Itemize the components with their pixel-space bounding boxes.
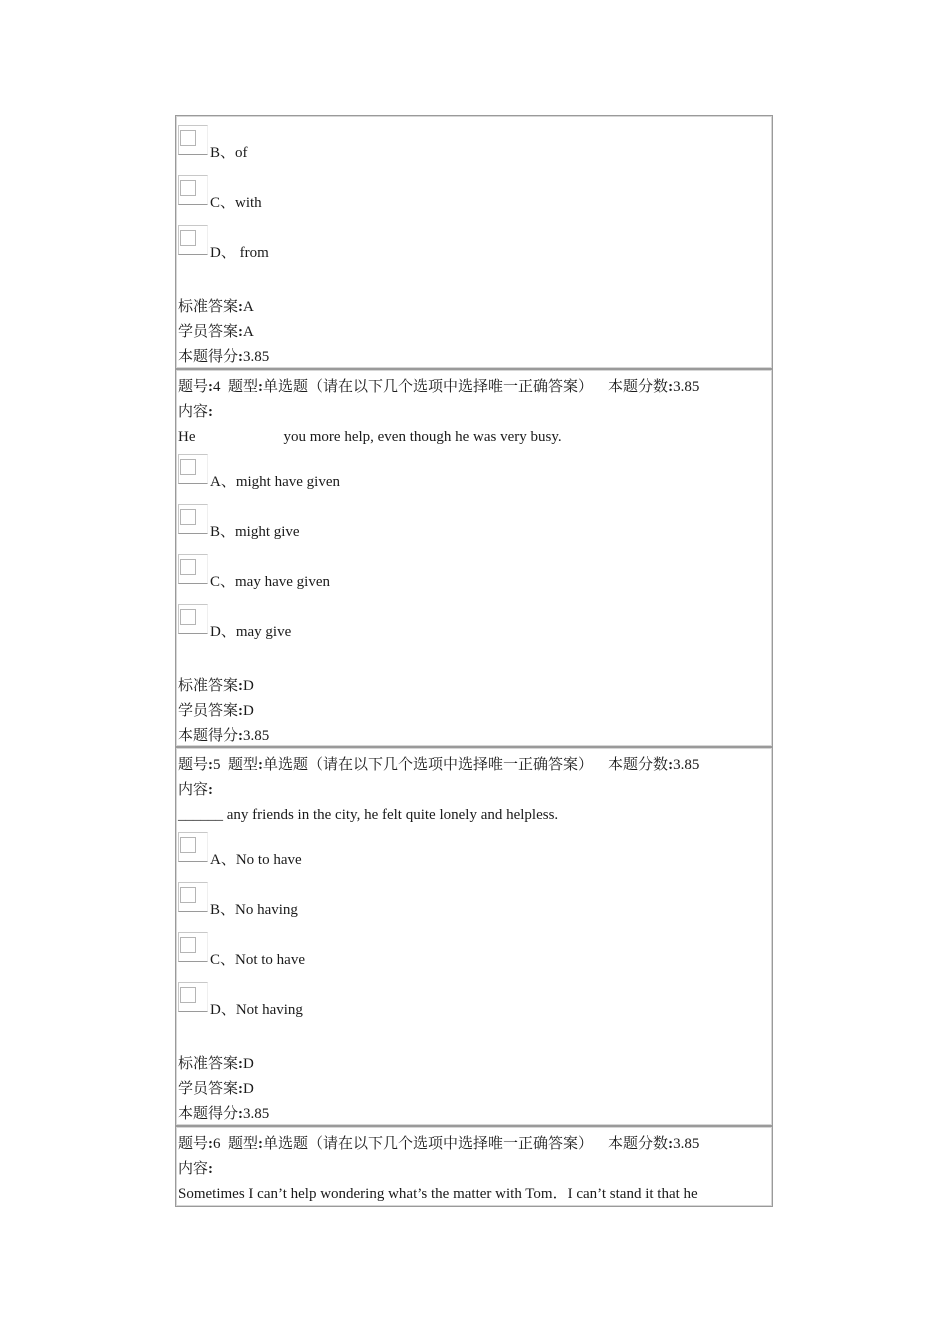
- option-label: D、may give: [210, 624, 292, 640]
- option-checkbox[interactable]: [178, 225, 208, 255]
- option-label: A、No to have: [210, 852, 302, 868]
- option-label: C、may have given: [210, 574, 330, 590]
- option-checkbox[interactable]: [178, 832, 208, 862]
- option-label: A、might have given: [210, 474, 340, 490]
- question-header: 题号:4 题型:单选题（请在以下几个选项中选择唯一正确答案） 本题分数:3.85: [178, 379, 700, 395]
- question-score: 本题得分:3.85: [178, 349, 270, 365]
- question-6-panel: [175, 1126, 773, 1207]
- option-checkbox[interactable]: [178, 504, 208, 534]
- option-label: B、of: [210, 145, 248, 161]
- option-b[interactable]: [176, 125, 576, 159]
- option-d[interactable]: [176, 225, 576, 259]
- option-d[interactable]: [176, 604, 576, 638]
- option-d[interactable]: [176, 982, 576, 1016]
- standard-answer: 标准答案:D: [178, 678, 254, 694]
- option-label: B、No having: [210, 902, 298, 918]
- option-checkbox[interactable]: [178, 125, 208, 155]
- question-score: 本题得分:3.85: [178, 1106, 270, 1122]
- question-stem: ______ any friends in the city, he felt quite lonely and helpless.: [178, 807, 559, 823]
- content-label: 内容:: [178, 404, 214, 420]
- option-label: C、with: [210, 195, 262, 211]
- option-checkbox[interactable]: [178, 882, 208, 912]
- question-score: 本题得分:3.85: [178, 728, 270, 744]
- option-label: C、Not to have: [210, 952, 305, 968]
- option-checkbox[interactable]: [178, 554, 208, 584]
- question-stem: Sometimes I can’t help wondering what’s the matter with Tom．I can’t stand it that he: [178, 1186, 698, 1202]
- content-label: 内容:: [178, 1161, 214, 1177]
- question-header: 题号:6 题型:单选题（请在以下几个选项中选择唯一正确答案） 本题分数:3.85: [178, 1136, 700, 1152]
- option-a[interactable]: [176, 832, 576, 866]
- question-4-panel: [175, 369, 773, 747]
- option-label: B、might give: [210, 524, 300, 540]
- question-3-panel: [175, 115, 773, 369]
- option-checkbox[interactable]: [178, 454, 208, 484]
- content-label: 内容:: [178, 782, 214, 798]
- option-checkbox[interactable]: [178, 982, 208, 1012]
- question-header: 题号:5 题型:单选题（请在以下几个选项中选择唯一正确答案） 本题分数:3.85: [178, 757, 700, 773]
- question-stem: He you more help, even though he was very busy.: [178, 429, 562, 445]
- option-label: D、 from: [210, 245, 269, 261]
- standard-answer: 标准答案:D: [178, 1056, 254, 1072]
- student-answer: 学员答案:A: [178, 324, 254, 340]
- option-checkbox[interactable]: [178, 175, 208, 205]
- standard-answer: 标准答案:A: [178, 299, 254, 315]
- option-c[interactable]: [176, 554, 576, 588]
- option-c[interactable]: [176, 175, 576, 209]
- student-answer: 学员答案:D: [178, 1081, 254, 1097]
- question-5-panel: [175, 747, 773, 1126]
- option-checkbox[interactable]: [178, 604, 208, 634]
- option-label: D、Not having: [210, 1002, 303, 1018]
- option-b[interactable]: [176, 504, 576, 538]
- option-c[interactable]: [176, 932, 576, 966]
- option-checkbox[interactable]: [178, 932, 208, 962]
- option-a[interactable]: [176, 454, 576, 488]
- option-b[interactable]: [176, 882, 576, 916]
- student-answer: 学员答案:D: [178, 703, 254, 719]
